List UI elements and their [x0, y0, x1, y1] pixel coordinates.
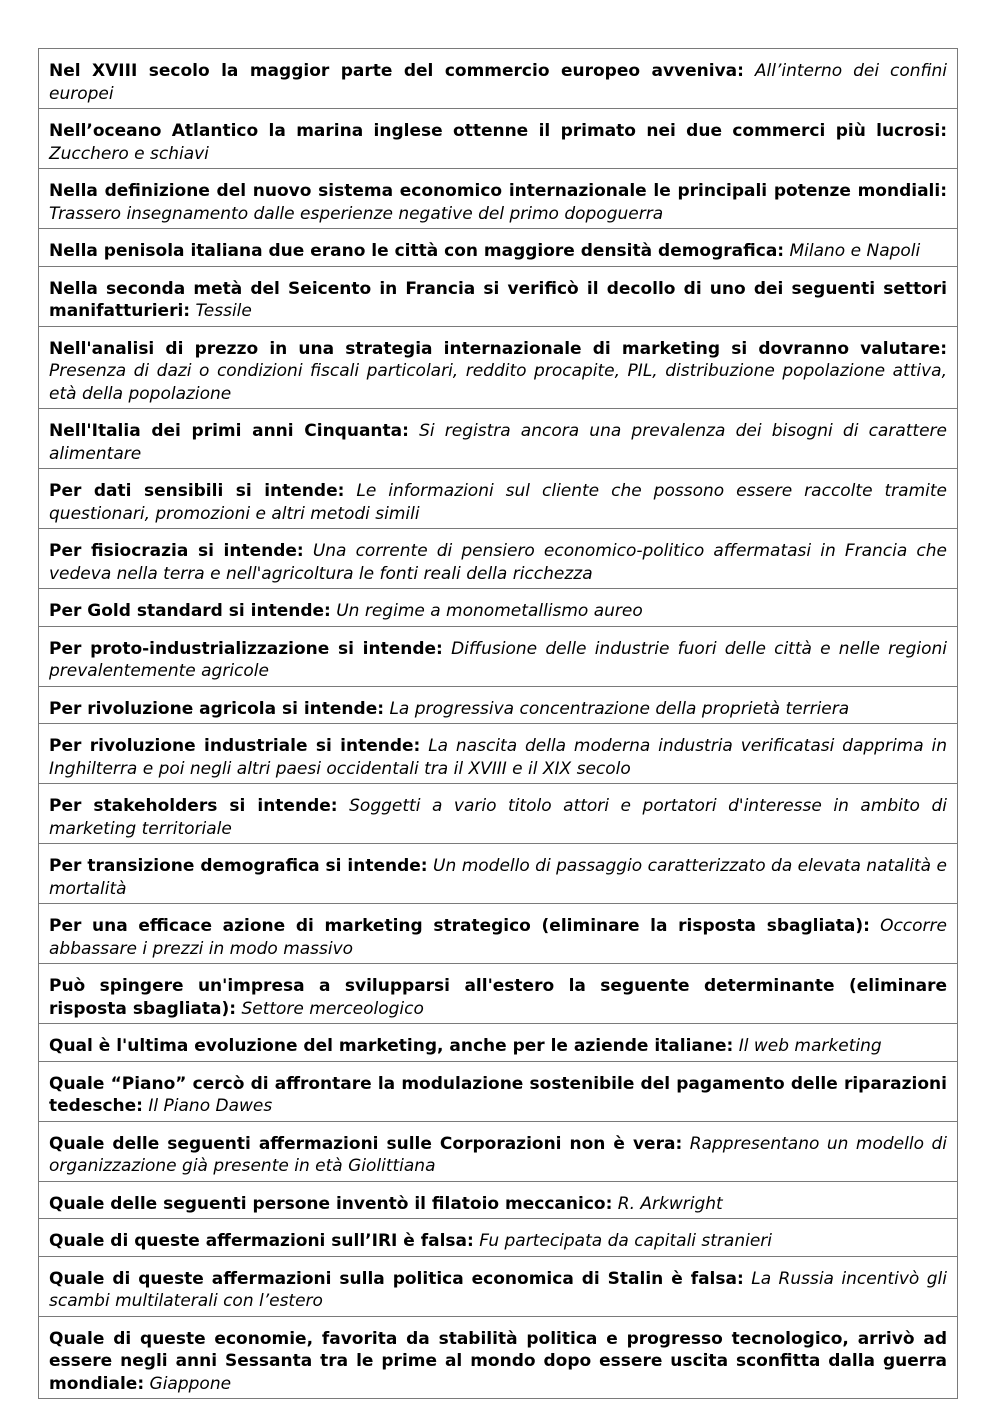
qa-row [39, 589, 957, 627]
question: Per fisiocrazia si intende: [49, 541, 304, 561]
qa-row [39, 1024, 957, 1062]
question: Quale delle seguenti affermazioni sulle Corporazioni non è vera: [49, 1133, 683, 1154]
qa-row [39, 1219, 957, 1257]
qa-row [39, 169, 957, 229]
question: Quale di queste affermazioni sull’IRI è falsa: [49, 1231, 474, 1251]
answer: Il Piano Dawes [148, 1096, 273, 1116]
question: Per rivoluzione industriale si intende: [49, 736, 421, 756]
answer: La nascita della moderna industria verificatasi dapprima in Inghilterra e poi negli altri paesi occidentali tra il XVIII e il XIX secolo [49, 736, 947, 779]
qa-table [38, 48, 958, 1399]
question: Per stakeholders si intende: [49, 796, 338, 816]
answer: Occorre abbassare i prezzi in modo massivo [49, 916, 947, 959]
qa-row [39, 844, 957, 904]
qa-row [39, 724, 957, 784]
qa-row [39, 627, 957, 687]
qa-row [39, 904, 957, 964]
qa-row [39, 469, 957, 529]
qa-row [39, 529, 957, 589]
answer: Presenza di dazi o condizioni fiscali particolari, reddito procapite, PIL, distribuzione popolazione attiva, età della popolazione [49, 361, 947, 404]
qa-row [39, 964, 957, 1024]
question: Nel XVIII secolo la maggior parte del commercio europeo avveniva: [49, 61, 744, 81]
qa-row [39, 109, 957, 169]
qa-row [39, 687, 957, 725]
question: Quale “Piano” cercò di affrontare la modulazione sostenibile del pagamento delle riparazioni tedesche: [49, 1073, 947, 1116]
answer: Diffusione delle industrie fuori delle città e nelle regioni prevalentemente agricole [49, 638, 947, 681]
answer: Rappresentano un modello di organizzazione già presente in età Giolittiana [49, 1133, 948, 1176]
question: Nell'analisi di prezzo in una strategia internazionale di marketing si dovranno valutare: [49, 338, 947, 359]
qa-row [39, 229, 957, 267]
question: Per una efficace azione di marketing strategico (eliminare la risposta sbagliata): [49, 916, 870, 936]
answer: Zucchero e schiavi [49, 143, 209, 164]
qa-row [39, 49, 957, 109]
answer: Trassero insegnamento dalle esperienze negative del primo dopoguerra [49, 203, 664, 224]
qa-row [39, 1257, 957, 1317]
answer: La progressiva concentrazione della proprietà terriera [389, 698, 850, 719]
answer: Una corrente di pensiero economico-politico affermatasi in Francia che vedeva nella terra e nell'agricoltura le fonti reali della ricchezza [49, 541, 947, 584]
question: Quale di queste affermazioni sulla politica economica di Stalin è falsa: [49, 1268, 744, 1289]
question: Per transizione demografica si intende: [49, 856, 428, 876]
answer: Settore merceologico [241, 998, 424, 1019]
qa-row [39, 327, 957, 410]
qa-row [39, 1317, 957, 1400]
question: Per dati sensibili si intende: [49, 481, 345, 501]
answer: Tessile [195, 301, 252, 321]
question: Per rivoluzione agricola si intende: [49, 698, 385, 719]
qa-row [39, 1122, 957, 1182]
question: Nell'Italia dei primi anni Cinquanta: [49, 421, 409, 441]
question: Qual è l'ultima evoluzione del marketing, anche per le aziende italiane: [49, 1036, 734, 1056]
answer: Si registra ancora una prevalenza dei bisogni di carattere alimentare [49, 421, 947, 464]
answer: Le informazioni sul cliente che possono essere raccolte tramite questionari, promozioni e altri metodi simili [49, 481, 947, 524]
answer: Milano e Napoli [789, 241, 921, 261]
question: Per Gold standard si intende: [49, 601, 331, 621]
question: Nell’oceano Atlantico la marina inglese ottenne il primato nei due commerci più lucrosi: [49, 121, 947, 141]
question: Quale delle seguenti persone inventò il filatoio meccanico: [49, 1193, 613, 1214]
qa-row [39, 1182, 957, 1220]
answer: La Russia incentivò gli scambi multilaterali con l’estero [49, 1268, 947, 1311]
answer: R. Arkwright [617, 1193, 723, 1214]
answer: Un regime a monometallismo aureo [336, 601, 643, 621]
qa-row [39, 409, 957, 469]
question: Può spingere un'impresa a svilupparsi all'estero la seguente determinante (eliminare risposta sbagliata): [49, 976, 947, 1019]
answer: Fu partecipata da capitali stranieri [479, 1231, 773, 1251]
question: Nella penisola italiana due erano le città con maggiore densità demografica: [49, 241, 785, 261]
qa-row [39, 267, 957, 327]
answer: Giappone [149, 1373, 232, 1394]
answer: Un modello di passaggio caratterizzato da elevata natalità e mortalità [49, 856, 947, 899]
question: Nella definizione del nuovo sistema economico internazionale le principali potenze mondiali: [49, 181, 947, 201]
qa-row [39, 1062, 957, 1122]
question: Per proto-industrializzazione si intende: [49, 638, 443, 659]
qa-row [39, 784, 957, 844]
question: Quale di queste economie, favorita da stabilità politica e progresso tecnologico, arrivò ad essere negli anni Sessanta tra le prime al mondo dopo essere uscita sconfitta dalla guerra mondiale: [49, 1328, 947, 1394]
answer: Il web marketing [738, 1036, 882, 1056]
question: Nella seconda metà del Seicento in Francia si verificò il decollo di uno dei seguenti settori manifatturieri: [49, 278, 947, 321]
answer: All’interno dei confini europei [49, 61, 948, 104]
answer: Soggetti a vario titolo attori e portatori d'interesse in ambito di marketing territoriale [49, 796, 948, 839]
